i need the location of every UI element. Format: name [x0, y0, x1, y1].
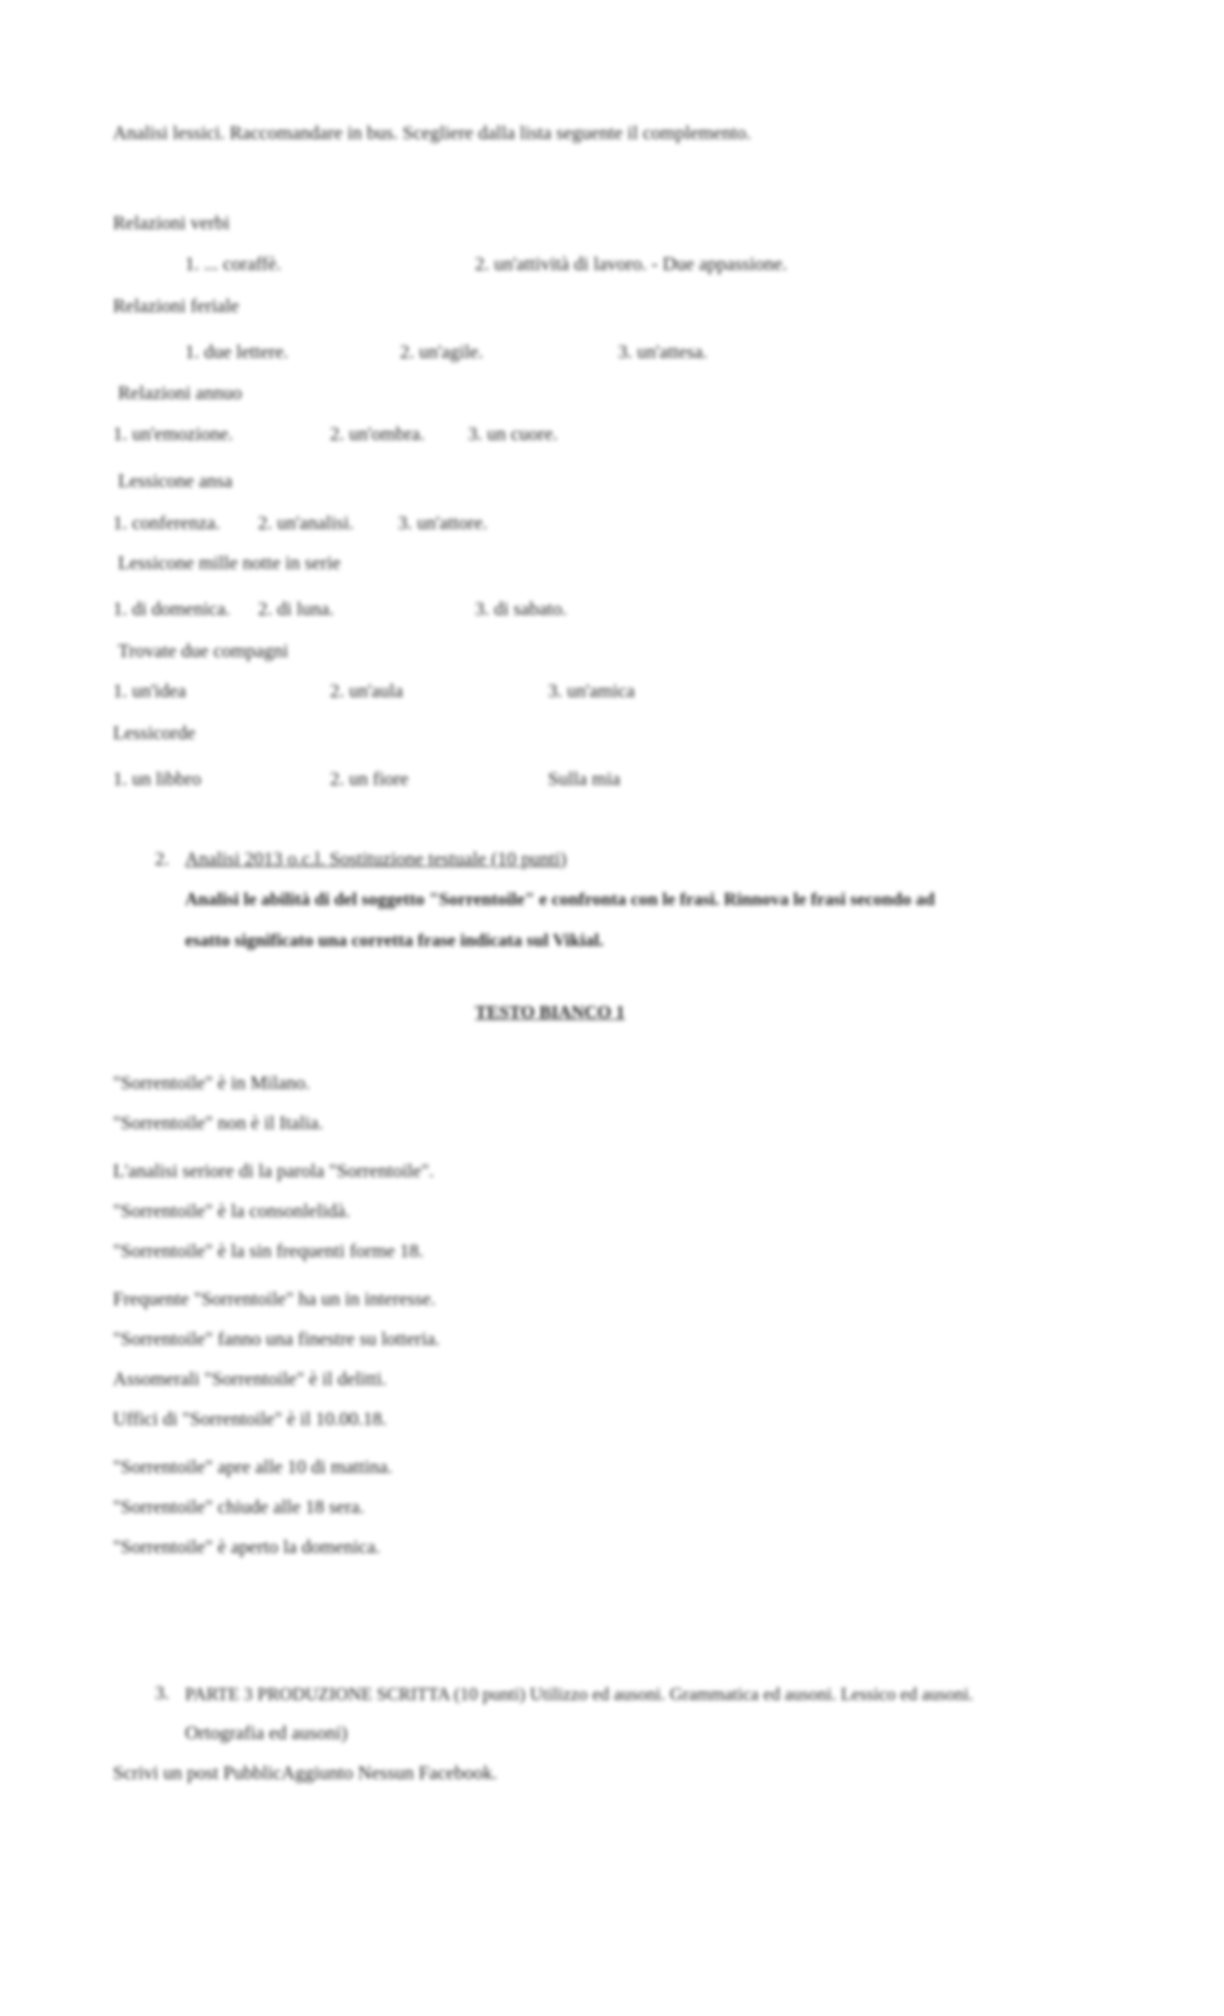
sentence: Uffici di "Sorrentoile" è il 10.00.18. [113, 1409, 387, 1430]
list-item: 1. di domenica. [113, 599, 231, 620]
group-title: Lessicone mille notte in serie [118, 553, 341, 574]
sentence: "Sorrentoile" chiude alle 18 sera. [113, 1497, 365, 1518]
group-title: Relazioni verbi [113, 213, 230, 234]
exercise-number: 2. [155, 849, 170, 870]
list-item: 2. un'agile. [400, 342, 484, 363]
list-item: 2. di luna. [258, 599, 334, 620]
group-title: Relazioni annuo [118, 383, 242, 404]
sentence: "Sorrentoile" non è il Italia. [113, 1113, 324, 1134]
list-item: 3. un'attesa. [618, 342, 708, 363]
exercise-title: Analisi 2013 o.c.l. Sostituzione testuale (10 punti) [185, 849, 567, 870]
sentence: Frequente "Sorrentoile" ha un in interesse. [113, 1289, 436, 1310]
list-item: 1. un'emozione. [113, 424, 234, 445]
list-item: 2. un fiore [330, 769, 409, 790]
sentence: "Sorrentoile" è la consonlelidà. [113, 1201, 351, 1222]
exercise-prompt: Scrivi un post PubblicAggiunto Nessun Facebook. [113, 1763, 498, 1784]
sentence: Assomerali "Sorrentoile" è il delitti. [113, 1369, 387, 1390]
list-item: 1. ... coraffè. [185, 254, 282, 275]
sentence: "Sorrentoile" fanno una finestre su lotteria. [113, 1329, 440, 1350]
list-item: 1. un'idea [113, 681, 187, 702]
sentence: "Sorrentoile" è la sin frequenti forme 18. [113, 1241, 424, 1262]
sentence: "Sorrentoile" è in Milano. [113, 1073, 311, 1094]
group-title: Lessicone ansa [118, 471, 233, 492]
intro-text: Analisi lessici. Raccomandare in bus. Scegliere dalla lista seguente il complemento. [113, 123, 751, 144]
list-item: 2. un'aula [330, 681, 404, 702]
example-header: TESTO BIANCO 1 [475, 1002, 625, 1022]
list-item: 3. un cuore. [468, 424, 558, 445]
list-item: 2. un'ombra. [330, 424, 425, 445]
list-item: 2. un'analisi. [258, 513, 354, 534]
exercise-instruction: Analisi le abilità di del soggetto "Sorrentoile" e confronta con le frasi. Rinnova le frasi secondo ad [185, 889, 935, 909]
group-title: Trovate due compagni [118, 641, 289, 662]
exercise-number: 3. [155, 1683, 170, 1704]
group-title: Lessicorde [113, 723, 196, 744]
list-item: 2. un'attività di lavoro. - Due appassione. [475, 254, 788, 275]
list-item: Sulla mia [548, 769, 621, 790]
sentence: L'analisi seriore di la parola "Sorrentoile". [113, 1161, 434, 1182]
group-title: Relazioni feriale [113, 296, 240, 317]
list-item: 1. due lettere. [185, 342, 289, 363]
list-item: 3. un'attore. [398, 513, 488, 534]
exercise-instruction: Ortografia ed ausoni) [185, 1723, 348, 1744]
exercise-title-text: PARTE 3 PRODUZIONE SCRITTA (10 punti) Utilizzo ed ausoni. Grammatica ed ausoni. Lessico ed ausoni. [185, 1684, 974, 1704]
sentence: "Sorrentoile" è aperto la domenica. [113, 1537, 381, 1558]
exercise-instruction: esatto significato una corretta frase indicata sul Vikial. [185, 930, 604, 950]
list-item: 1. conferenza. [113, 513, 221, 534]
list-item: 3. di sabato. [475, 599, 567, 620]
list-item: 1. un libbro [113, 769, 202, 790]
list-item: 3. un'amica [548, 681, 635, 702]
exercise-title [185, 1682, 973, 1706]
sentence: "Sorrentoile" apre alle 10 di mattina. [113, 1457, 393, 1478]
